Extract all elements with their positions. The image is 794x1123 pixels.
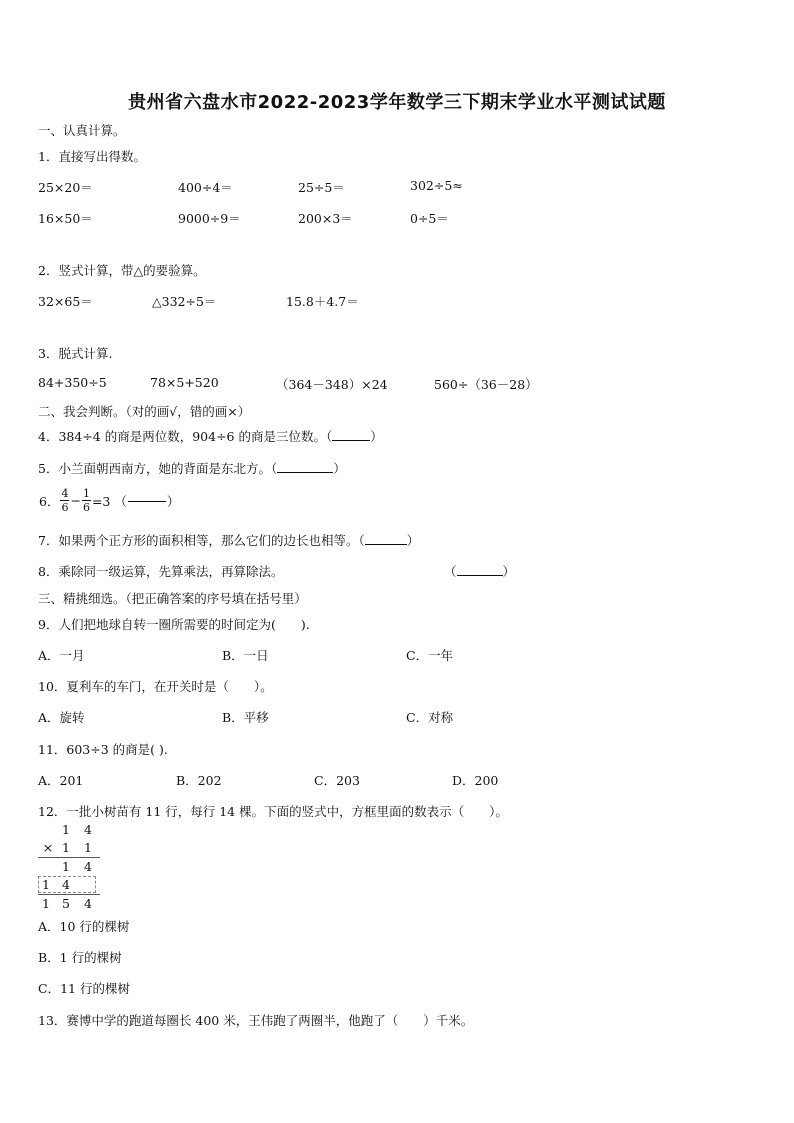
answer-blank[interactable]: [457, 574, 503, 576]
question-7: [38, 531, 419, 549]
question-6-prefix: 6．: [39, 493, 60, 509]
section-1-heading: 一、认真计算。: [38, 123, 126, 138]
question-4-close: ）: [370, 429, 383, 444]
question-7-close: ）: [406, 533, 420, 548]
calc-item: 25×20＝: [38, 180, 93, 195]
digit: 4: [84, 822, 92, 837]
calc-item: 9000÷9＝: [178, 211, 241, 226]
question-6-rest: =3 （: [91, 493, 127, 509]
option-c[interactable]: C．对称: [406, 710, 454, 725]
question-6: [38, 487, 180, 514]
stepwise-calc-item: （364－348）×24: [276, 377, 388, 392]
question-5-close: ）: [333, 461, 346, 476]
vertical-calc-item: 32×65＝: [38, 294, 93, 309]
fraction-1-6: $\frac{1}{6}$: [82, 487, 90, 514]
question-4-text: 4．384÷4 的商是两位数，904÷6 的商是三位数。（: [38, 429, 333, 444]
question-9-text: 9．人们把地球自转一圈所需要的时间定为( ).: [38, 617, 310, 632]
calc-item: 400÷4＝: [178, 180, 233, 195]
vertical-calc-item: △332÷5＝: [152, 294, 217, 309]
calc-item: 25÷5＝: [298, 180, 345, 195]
option-a[interactable]: A．旋转: [38, 710, 85, 725]
divider-line: [38, 857, 100, 858]
option-d[interactable]: D．200: [452, 773, 499, 788]
calc-item: 16×50＝: [38, 211, 93, 226]
section-3-heading: 三、精挑细选。（把正确答案的序号填在括号里）: [38, 591, 307, 606]
digit: 1: [42, 896, 50, 911]
stepwise-calc-item: 84+350÷5: [38, 375, 107, 390]
question-12-text: 12．一批小树苗有 11 行，每行 14 棵。下面的竖式中，方框里面的数表示（ ）。: [38, 804, 508, 819]
question-8-answer: [444, 562, 515, 580]
digit: 4: [84, 896, 92, 911]
option-c[interactable]: C．11 行的棵树: [38, 981, 130, 996]
option-b[interactable]: B．一日: [222, 648, 269, 663]
option-b[interactable]: B．1 行的棵树: [38, 950, 122, 965]
answer-blank[interactable]: [128, 500, 166, 502]
vertical-calc-item: 15.8＋4.7＝: [286, 294, 359, 309]
option-c[interactable]: C．一年: [406, 648, 454, 663]
question-7-text: 7．如果两个正方形的面积相等，那么它们的边长也相等。（: [38, 533, 365, 548]
question-5: [38, 459, 346, 477]
option-c[interactable]: C．203: [314, 773, 360, 788]
stepwise-calc-item: 560÷（36－28）: [434, 377, 538, 392]
digit: 1: [84, 840, 92, 855]
divider-line: [38, 894, 100, 895]
option-a[interactable]: A．10 行的棵树: [38, 919, 130, 934]
page-title: 贵州省六盘水市2022-2023学年数学三下期末学业水平测试试题: [128, 92, 666, 113]
answer-blank[interactable]: [277, 471, 333, 473]
option-a[interactable]: A．一月: [38, 648, 85, 663]
question-1-label: 1．直接写出得数。: [38, 149, 146, 164]
stepwise-calc-item: 78×5+520: [150, 375, 219, 390]
question-13-text: 13．赛博中学的跑道每圈长 400 米，王伟跑了两圈半，他跑了（ ）千米。: [38, 1013, 474, 1028]
question-5-text: 5．小兰面朝西南方，她的背面是东北方。（: [38, 461, 278, 476]
question-8-open: （: [444, 564, 457, 579]
question-8-text: 8．乘除同一级运算，先算乘法，再算除法。: [38, 564, 284, 579]
question-3-label: 3．脱式计算.: [38, 346, 113, 361]
digit: 5: [62, 896, 70, 911]
digit: 4: [62, 877, 70, 892]
question-2-label: 2．竖式计算，带△的要验算。: [38, 263, 206, 278]
digit: 1: [62, 822, 70, 837]
section-2-heading: 二、我会判断。（对的画√，错的画×）: [38, 404, 251, 419]
option-a[interactable]: A．201: [38, 773, 84, 788]
question-4: [38, 427, 383, 445]
answer-blank[interactable]: [365, 543, 407, 545]
question-8-close: ）: [502, 564, 516, 579]
multiply-sign: ×: [42, 840, 54, 855]
digit: 1: [62, 840, 70, 855]
question-6-close: ）: [166, 493, 180, 509]
fraction-4-6: $\frac{4}{6}$: [61, 487, 69, 514]
digit: 1: [62, 859, 70, 874]
calc-item: 302÷5≈: [410, 178, 463, 193]
option-b[interactable]: B．202: [176, 773, 222, 788]
vertical-multiplication: [38, 822, 102, 912]
option-b[interactable]: B．平移: [222, 710, 269, 725]
calc-item: 200×3＝: [298, 211, 353, 226]
calc-item: 0÷5＝: [410, 211, 449, 226]
question-10-text: 10．夏利车的车门，在开关时是（ ）。: [38, 679, 273, 694]
digit: 1: [42, 877, 50, 892]
digit: 4: [84, 859, 92, 874]
answer-blank[interactable]: [332, 439, 370, 441]
question-11-text: 11．603÷3 的商是( ).: [38, 742, 168, 757]
minus-sign: −: [70, 493, 81, 508]
